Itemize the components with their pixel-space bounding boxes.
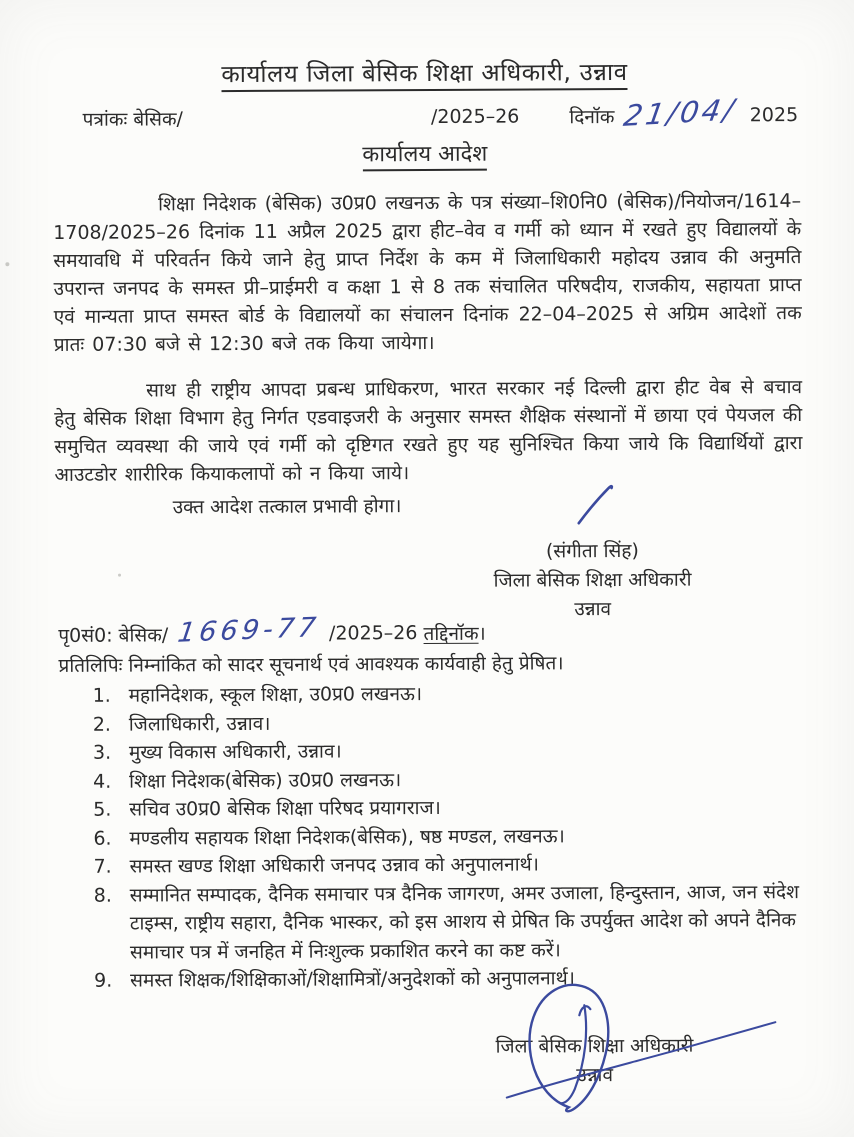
endorsement-terminator: । [478,622,486,645]
letter-number-line [82,92,802,136]
date-label: दिनॉक [569,106,615,129]
order-heading: कार्यालय आदेश [0,136,852,170]
handwritten-date: 21/04/ [621,92,739,133]
list-item: 6. मण्डलीय सहायक शिक्षा निदेशक(बेसिक), षष्ठ मण्डल, लखनऊ। [93,824,565,850]
signatory-title: जिला बेसिक शिक्षा अधिकारी [493,568,692,592]
letter-session: /2025–26 [430,105,520,128]
footer-signatory-block [464,1031,724,1090]
footer-designation: जिला बेसिक शिक्षा अधिकारी [495,1034,694,1058]
handwritten-dispatch-number: 1669-77 [175,611,322,649]
pen-tick-mark [579,486,612,523]
footer-place: उन्नाव [576,1064,614,1087]
order-paragraph-2: साथ ही राष्ट्रीय आपदा प्रबन्ध प्राधिकरण, भारत सरकार नई दिल्ली द्वारा हीट वेब से बचाव हेतु बेसिक शिक्षा विभाग हेतु निर्गत एडवाइजरी के अनुसार समस्त शैक्षिक संस्थानों में छाया एवं पेयजल की समुचित व्यवस्था की जाये एवं गर्मी को दृष्टिगत रखते हुए यह सुनिश्चित किया जाये कि विद्यार्थियों द्वारा आउटडोर शारीरिक कियाकलापों को न किया जाये। [54,376,803,486]
endorsement-line [58,612,814,654]
list-item: 9. समस्त शिक्षक/शिक्षिकाओं/शिक्षामित्रों/अनुदेशकों को अनुपालनार्थ। [94,967,575,992]
endorsement-session: /2025–26 [328,622,418,645]
endorsement-prefix: पृ0सं0: बेसिक/ [58,624,169,647]
scan-speck [5,262,9,266]
list-item: 5. सचिव उ0प्र0 बेसिक शिक्षा परिषद प्रयागराज। [93,796,441,821]
list-item: 1. महानिदेशक, स्कूल शिक्षा, उ0प्र0 लखनऊ। [92,683,423,707]
page-title: कार्यालय जिला बेसिक शिक्षा अधिकारी, उन्नाव [0,54,851,91]
list-item: 7. समस्त खण्ड शिक्षा अधिकारी जनपद उन्नाव को अनुपालनार्थ। [93,853,539,878]
list-item: 2. जिलाधिकारी, उन्नाव। [92,712,271,736]
endorsement-dated-word: तद्दिनॉक [423,622,479,646]
list-item: 4. शिक्षा निदेशक(बेसिक) उ0प्र0 लखनऊ। [93,768,402,793]
copy-distribution-line: प्रतिलिपिः निम्नांकित को सादर सूचनार्थ एवं आवश्यक कार्यवाही हेतु प्रेषित। [58,652,564,677]
effective-immediately-line: उक्त आदेश तत्काल प्रभावी होगा। [172,495,402,519]
list-item: 8. सम्मानित सम्पादक, दैनिक समाचार पत्र दैनिक जागरण, अमर उजाला, हिन्दुस्तान, आज, जन संदेश टाइम्स, राष्ट्रीय सहारा, दैनिक भास्कर, को इस आशय से प्रेषित कि उपर्युक्त आदेश को अपने दैनिक समाचार पत्र में जनहित में निःशुल्क प्रकाशित करने का कष्ट करें। [93,880,800,964]
signatory-place: उन्नाव [574,598,612,621]
letter-number-prefix: पत्रांकः बेसिक/ [82,108,183,131]
list-item: 3. मुख्य विकास अधिकारी, उन्नाव। [92,740,342,764]
order-paragraph-1: शिक्षा निदेशक (बेसिक) उ0प्र0 लखनऊ के पत्र संख्या–शि0नि0 (बेसिक)/नियोजन/1614–1708/2025–26 दिनांक 11 अप्रैल 2025 द्वारा हीट–वेव व गर्मी को ध्यान में रखते हुए विद्यालयों के समयावधि में परिवर्तन किये जाने हेतु प्राप्त निर्देश के कम में जिलाधिकारी महोदय उन्नाव की अनुमति उपरान्त जनपद के समस्त प्री–प्राईमरी व कक्षा 1 से 8 तक संचालित परिषदीय, राजकीय, सहायता प्राप्त एवं मान्यता प्राप्त समस्त बोर्ड के विद्यालयों का संचालन दिनांक 22–04–2025 से अग्रिम आदेशों तक प्रातः 07:30 बजे से 12:30 बजे तक किया जायेगा। [53,190,802,356]
signatory-name: (संगीता सिंह) [545,539,639,563]
recipient-list [93,678,813,995]
letter-year: 2025 [749,104,799,127]
signatory-block [455,536,730,624]
scan-speck [118,574,121,577]
